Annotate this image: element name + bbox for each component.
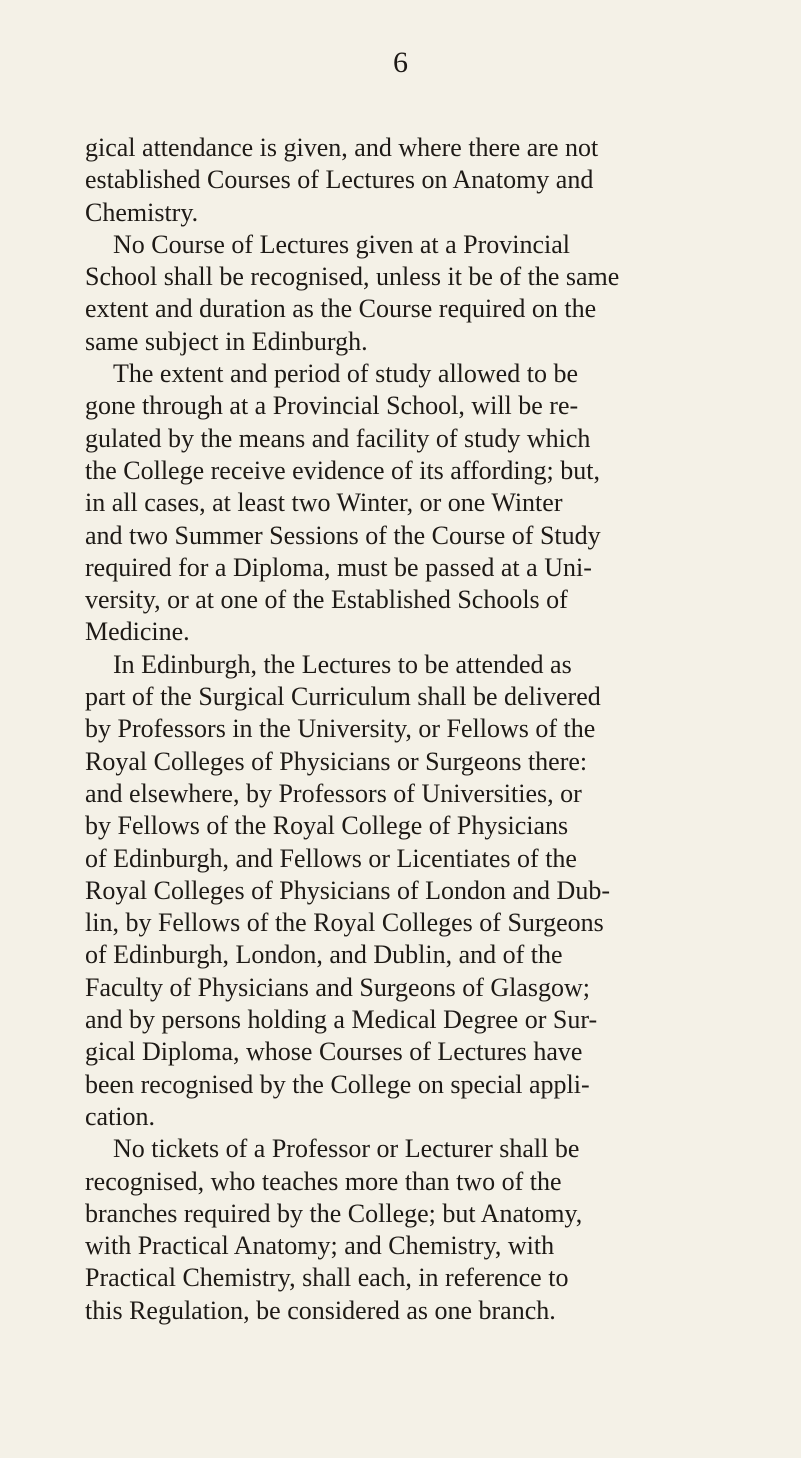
text-line: branches required by the College; but Anatomy, [85, 1198, 583, 1228]
text-line: cation. [85, 1101, 156, 1131]
text-line: No Course of Lectures given at a Provincial [113, 229, 571, 259]
text-line: gical attendance is given, and where there are not [85, 133, 599, 162]
text-line: by Professors in the University, or Fellows of the [85, 714, 596, 744]
page-number: 6 [393, 46, 408, 79]
text-line: with Practical Anatomy; and Chemistry, with [85, 1231, 555, 1261]
text-line: Royal Colleges of Physicians of London and Dub- [85, 875, 610, 905]
text-line: in all cases, at least two Winter, or one Winter [85, 488, 563, 518]
text-line: this Regulation, be considered as one branch. [85, 1295, 556, 1325]
text-line: Royal Colleges of Physicians or Surgeons there: [85, 746, 588, 776]
text-line: versity, or at one of the Established Schools of [85, 585, 568, 615]
text-line: In Edinburgh, the Lectures to be attended as [113, 649, 572, 679]
text-line: The extent and period of study allowed to be [113, 359, 578, 389]
text-line: been recognised by the College on special appli- [85, 1069, 590, 1099]
body-text [85, 132, 725, 1327]
text-line: extent and duration as the Course required on the [85, 294, 597, 324]
text-line: School shall be recognised, unless it be of the same [85, 262, 620, 292]
text-line: gical Diploma, whose Courses of Lectures have [85, 1037, 583, 1067]
text-line: of Edinburgh, and Fellows or Licentiates of the [85, 843, 577, 873]
text-line: and two Summer Sessions of the Course of Study [85, 520, 601, 550]
text-line: lin, by Fellows of the Royal Colleges of Surgeons [85, 908, 604, 938]
text-line: Faculty of Physicians and Surgeons of Glasgow; [85, 972, 591, 1002]
text-line: Chemistry. [85, 197, 199, 227]
text-line: established Courses of Lectures on Anatomy and [85, 165, 594, 195]
text-line: No tickets of a Professor or Lecturer shall be [113, 1134, 580, 1164]
text-line: gone through at a Provincial School, will be re- [85, 391, 579, 421]
text-line: by Fellows of the Royal College of Physicians [85, 811, 569, 841]
text-line: gulated by the means and facility of study which [85, 423, 591, 453]
text-line: same subject in Edinburgh. [85, 326, 368, 356]
text-line: required for a Diploma, must be passed at a Uni- [85, 552, 592, 582]
text-line: and elsewhere, by Professors of Universities, or [85, 778, 582, 808]
text-line: recognised, who teaches more than two of the [85, 1166, 562, 1196]
text-line: Medicine. [85, 617, 190, 647]
text-line: and by persons holding a Medical Degree or Sur- [85, 1005, 598, 1035]
text-line: part of the Surgical Curriculum shall be delivered [85, 682, 601, 712]
text-line: of Edinburgh, London, and Dublin, and of the [85, 940, 563, 970]
text-line: the College receive evidence of its affording; but, [85, 455, 600, 485]
text-line: Practical Chemistry, shall each, in reference to [85, 1263, 569, 1293]
